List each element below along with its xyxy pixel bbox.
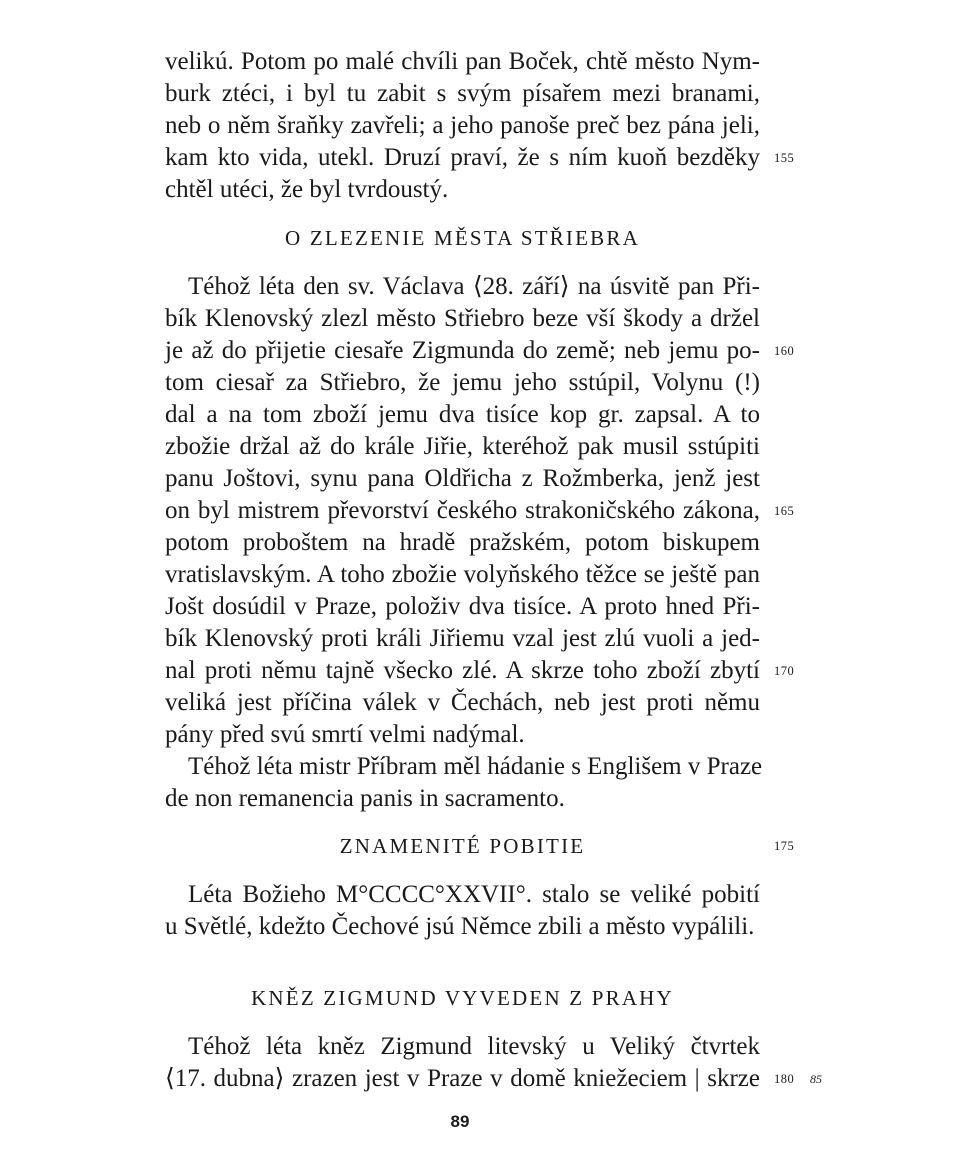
line-number: 175 xyxy=(774,839,795,853)
text-line: vratislavským. A toho zbožie volyňského těžce se ještě pan xyxy=(165,561,760,588)
text-line: dal a na tom zboží jemu dva tisíce kop gr. zapsal. A to xyxy=(165,401,760,428)
text-line: neb o něm šraňky zavřeli; a jeho panoše preč bez pána jeli, xyxy=(165,112,760,139)
page-number: 89 xyxy=(450,1112,470,1131)
text-line: Jošt dosúdil v Praze, položiv dva tisíce. A proto hned Při- xyxy=(165,593,760,620)
text-line: on byl mistrem převorství českého strakoničského zákona, xyxy=(165,497,760,524)
line-number: 155 xyxy=(774,151,795,165)
text-line: u Světlé, kdežto Čechové jsú Němce zbili a město vypálili. xyxy=(165,913,755,940)
text-line: Léta Božieho M°CCCC°XXVII°. stalo se veliké pobití xyxy=(188,881,760,908)
text-line: pány před svú smrtí velmi nadýmal. xyxy=(165,721,525,748)
text-line: nal proti němu tajně všecko zlé. A skrze toho zboží zbytí xyxy=(165,657,760,684)
text-line: bík Klenovský proti králi Jiřiemu vzal jest zlú vuoli a jed- xyxy=(165,625,760,652)
line-number: 160 xyxy=(774,344,795,358)
line-number: 170 xyxy=(774,664,795,678)
text-line: bík Klenovský zlezl město Střiebro beze vší škody a držel xyxy=(165,305,760,332)
text-line: kam kto vida, utekl. Druzí praví, že s ním kuoň bezděky xyxy=(165,144,760,171)
text-line: Téhož léta kněz Zigmund litevský u Veliký čtvrtek xyxy=(188,1033,760,1060)
text-line: chtěl utéci, že byl tvrdoustý. xyxy=(165,176,449,203)
text-line: burk ztéci, i byl tu zabit s svým písařem mezi branami, xyxy=(165,80,760,107)
text-line: tom ciesař za Střiebro, že jemu jeho sstúpil, Volynu (!) xyxy=(165,369,760,396)
margin-page-reference: 85 xyxy=(810,1072,822,1086)
text-line: potom proboštem na hradě pražském, potom biskupem xyxy=(165,529,760,556)
text-line: je až do přijetie ciesaře Zigmunda do země; neb jemu po- xyxy=(165,337,760,364)
text-line: veliká jest příčina válek v Čechách, neb jest proti němu xyxy=(165,689,760,716)
section-heading: ZNAMENITÉ POBITIE xyxy=(339,834,586,858)
section-heading: O ZLEZENIE MĚSTA STŘIEBRA xyxy=(285,226,640,250)
text-line: de non remanencia panis in sacramento. xyxy=(165,785,565,812)
text-line: Téhož léta den sv. Václava ⟨28. září⟩ na úsvitě pan Při- xyxy=(188,273,760,300)
section-heading: KNĚZ ZIGMUND VYVEDEN Z PRAHY xyxy=(251,986,674,1010)
text-line: Téhož léta mistr Příbram měl hádanie s Englišem v Praze xyxy=(188,753,763,780)
text-line: velikú. Potom po malé chvíli pan Boček, chtě město Nym- xyxy=(165,48,760,75)
line-number: 165 xyxy=(774,504,795,518)
line-number: 180 xyxy=(774,1072,795,1086)
text-line: ⟨17. dubna⟩ zrazen jest v Praze v domě kniežeciem | skrze xyxy=(165,1065,760,1092)
text-line: zbožie držal až do krále Jiřie, kteréhož pak musil sstúpiti xyxy=(165,433,760,460)
text-line: panu Joštovi, synu pana Oldřicha z Rožmberka, jenž jest xyxy=(165,465,760,492)
